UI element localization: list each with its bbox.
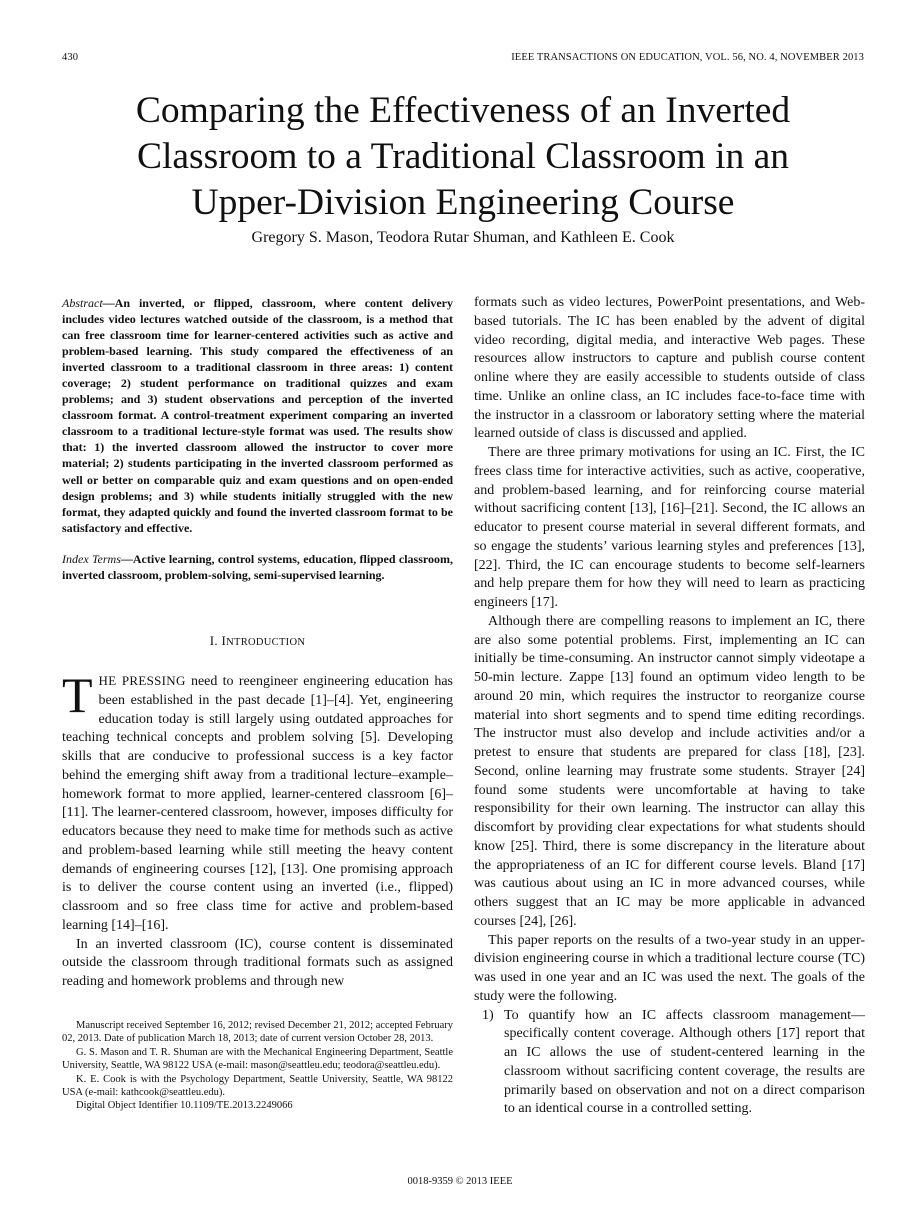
footnote-authors-1: G. S. Mason and T. R. Shuman are with the Mechanical Engineering Department, Seattle University, Seattle, WA 98122 USA (e-mail: mason@seattleu.edu; teodora@seattleu.edu).	[62, 1046, 453, 1072]
paper-title	[60, 88, 866, 226]
right-paragraph-3: Although there are compelling reasons to implement an IC, there are also some potential problems. First, implementing an IC can initially be time-consuming. An instructor cannot simply videotape a 50-min lecture. Zappe [13] found an optimum video length to be around 20 min, which requires the instructor to reorganize course material into short segments and to spend time editing recordings. The instructor must also develop and include activities and/or a pretest to ensure that students are prepared for class [18], [23]. Second, online learning may frustrate some students. Strayer [24] found some students were uncomfortable at having to take responsibility for their own learning. The instructor can allay this discomfort by providing clear expectations for what students should know [25]. Third, there is some discrepancy in the literature about the appropriateness of an IC for different course levels. Bland [17] was cautious about using an IC in more advanced courses, while others suggest that an IC may be more applicable in advanced courses [24], [26].	[474, 613, 865, 929]
footnote-authors-2: K. E. Cook is with the Psychology Department, Seattle University, Seattle, WA 98122 USA (e-mail: kathcook@seattleu.edu).	[62, 1073, 453, 1099]
drop-cap: T	[62, 667, 93, 723]
goal-item-1	[474, 1007, 865, 1120]
body-left-column	[62, 667, 453, 992]
section-title-rest: NTRODUCTION	[226, 637, 306, 648]
intro-paragraph-1-text: need to reengineer engineering education has been established in the past decade [1]–[4]. Yet, engineering education today is still largely using outdated approaches for teaching technical concepts and problem solving [5]. Developing skills that are conducive to professional success is a key factor behind the emerging shift away from a traditional lecture–example–homework format to more applied, learner-centered classroom [6]–[11]. The learner-centered classroom, however, imposes difficulty for educators because they need to make time for methods such as active and problem-based learning while still meeting the heavy content demands of engineering courses [12], [13]. One promising approach is to deliver the course content using an inverted (i.e., flipped) classroom and so free class time for active and problem-based learning [14]–[16].	[62, 674, 453, 933]
right-paragraph-1: formats such as video lectures, PowerPoint presentations, and Web-based tutorials. The IC has been enabled by the advent of digital video recording, digital media, and interactive Web pages. These resources allow instructors to capture and publish course content online where they are easily accessible to students outside of class time. Unlike an online class, an IC includes face-to-face time with the instructor in a classroom or laboratory setting where the material learned outside of class is discussed and applied.	[474, 295, 865, 442]
section-heading	[62, 633, 453, 649]
intro-paragraph-2: In an inverted classroom (IC), course content is disseminated outside the classroom through traditional formats such as assigned reading and homework problems and through new	[62, 936, 453, 989]
index-terms-text: —Active learning, control systems, education, flipped classroom, inverted classroom, problem-solving, semi-supervised learning.	[62, 552, 453, 583]
title-line-1: Comparing the Effectiveness of an Inverted	[135, 90, 791, 131]
section-number: I.	[209, 633, 222, 648]
footnote-manuscript: Manuscript received September 16, 2012; revised December 21, 2012; accepted February 02, 2013. Date of publication March 18, 2013; date of current version October 28, 2013.	[62, 1020, 453, 1045]
abstract-label: Abstract	[62, 296, 103, 310]
goal-item-1-text: To quantify how an IC affects classroom management—specifically content coverage. Although others [17] report that an IC allows the use of student-centered learning in the classroom without sacrificing content coverage, the results are primarily based on observation and not on a direct comparison to an identical course in a controlled setting.	[504, 1007, 865, 1117]
index-terms-label: Index Terms	[62, 552, 121, 566]
right-paragraph-4: This paper reports on the results of a two-year study in an upper-division engineering course in which a traditional lecture course (TC) was used in one year and an IC was used the next. The goals of the study were the following.	[474, 932, 865, 1004]
index-terms	[62, 551, 453, 583]
page-number: 430	[62, 52, 79, 63]
intro-paragraph-1	[62, 667, 453, 936]
copyright-footer: 0018-9359 © 2013 IEEE	[407, 1176, 513, 1187]
right-paragraph-2: There are three primary motivations for using an IC. First, the IC frees class time for interactive activities, such as active, cooperative, and problem-based learning, and for reinforcing course material without sacrificing content [13], [16]–[21]. Second, the IC allows an educator to present course material in several different formats, and so engage the students’ various learning styles and preferences [13], [22]. Third, the IC can encourage students to become self-learners and help prepare them for how they will need to learn as practicing engineers [17].	[474, 445, 865, 610]
title-line-2: Classroom to a Traditional Classroom in an	[136, 136, 790, 177]
body-right-column	[474, 294, 865, 1119]
goal-item-1-number: 1)	[482, 1007, 494, 1023]
footnote-doi: Digital Object Identifier 10.1109/TE.2013.2249066	[76, 1100, 293, 1112]
abstract	[62, 295, 453, 536]
title-line-3: Upper-Division Engineering Course	[191, 182, 735, 223]
goal-list	[474, 1007, 865, 1120]
abstract-text: —An inverted, or flipped, classroom, where content delivery includes video lectures watched outside of the classroom, is a method that can free classroom time for learner-centered activities such as active and problem-based learning. This study compared the effectiveness of an inverted classroom to a traditional classroom in three areas: 1) content coverage; 2) student performance on traditional quizzes and exam problems; and 3) student observations and perception of the inverted classroom format. A control-treatment experiment comparing an inverted classroom to a traditional lecture-style format was used. The results show that: 1) the inverted classroom allowed the instructor to cover more material; 2) students participating in the inverted classroom performed as well or better on comparable quiz and exam questions and on open-ended design problems; and 3) while students initially struggled with the new format, they adapted quickly and found the inverted classroom format to be satisfactory and effective.	[62, 296, 453, 535]
section-initial: I	[221, 633, 227, 648]
lead-caps: HE PRESSING	[98, 673, 186, 688]
author-list: Gregory S. Mason, Teodora Rutar Shuman, and Kathleen E. Cook	[251, 229, 675, 246]
footnotes	[62, 1019, 453, 1113]
journal-header: IEEE TRANSACTIONS ON EDUCATION, VOL. 56, NO. 4, NOVEMBER 2013	[511, 52, 864, 63]
